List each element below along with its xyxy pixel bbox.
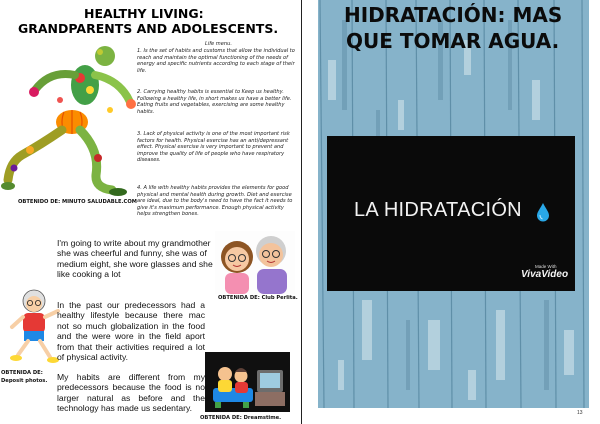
grandmother-paragraph: I'm going to write about my grandmother she was cheerful and funny, she was of medium eight, she wore glasses and she like cooking a lot <box>57 238 213 280</box>
predecessors-paragraph: In the past our predecessors had a healthy lifestyle because there mac not so much globalization in the food and the were wore in the field aport from that their activities required a lot of physical activity. <box>57 300 205 363</box>
grandparents-cartoon-icon <box>215 231 295 294</box>
fruit-vegetable-runner-icon <box>0 40 140 200</box>
habits-paragraph: My habits are different from my predecessors because the food is no larger natural as before and the technology has made us sedentary. <box>57 372 205 414</box>
right-page <box>318 0 589 408</box>
page-divider <box>301 0 302 424</box>
life-menu-heading: Life menu. <box>205 41 232 47</box>
image-credit-deposit-line1: OBTENIDA DE: <box>1 370 43 376</box>
life-menu-item: 3. Lack of physical activity is one of the most important risk factors for health. Physical exercise has an anti/depressant effect. Physical exercise is very important to prevent and improve the quality of life of people who have respiratory diseases. <box>137 131 290 164</box>
image-credit-kids: OBTENIDA DE: Dreamstime. <box>200 415 282 421</box>
water-drop-icon <box>536 202 550 222</box>
made-with-label: Made With <box>535 264 557 269</box>
image-credit-runner: OBTENIDO DE: MINUTO SALUDABLE.COM <box>18 199 137 205</box>
image-credit-grandparents: OBTENIDA DE: Club Perlita. <box>218 295 298 301</box>
vivavideo-watermark: VivaVideo <box>521 269 569 280</box>
page-title-line2: GRANDPARENTS AND ADOLESCENTS. <box>18 21 279 36</box>
running-grandmother-icon <box>8 287 63 365</box>
video-thumbnail[interactable] <box>327 136 575 291</box>
hydration-title-line2: QUE TOMAR AGUA. <box>346 29 560 53</box>
hydration-title-line1: HIDRATACIÓN: MAS <box>344 3 563 27</box>
video-title: LA HIDRATACIÓN <box>354 199 522 221</box>
life-menu-item: 1. Is the set of habits and customs that allow the individual to reach and maintain the optimal functioning of the needs of energy and specific nutrients according to each stage of their life. <box>137 48 295 74</box>
kids-watching-tv-icon <box>205 352 290 412</box>
image-credit-deposit-line2: Deposit photos. <box>1 378 48 384</box>
life-menu-item: 4. A life with healthy habits provides the elements for good physical and mental health during growth. Diet and exercise are ideal, due to the body's need to have the fact it needs to give it's maximum performance. Enough physical activity helps strengthen bones. <box>137 185 293 218</box>
page-title-line1: HEALTHY LIVING: <box>84 6 204 21</box>
life-menu-item: 2. Carrying healthy habits is essential to Keep us healthy. Following a healthy life, in short makes us have a better life. Eating fruits and vegetables, exercising are some healthy habits. <box>137 89 292 115</box>
page-number: 13 <box>577 410 583 416</box>
